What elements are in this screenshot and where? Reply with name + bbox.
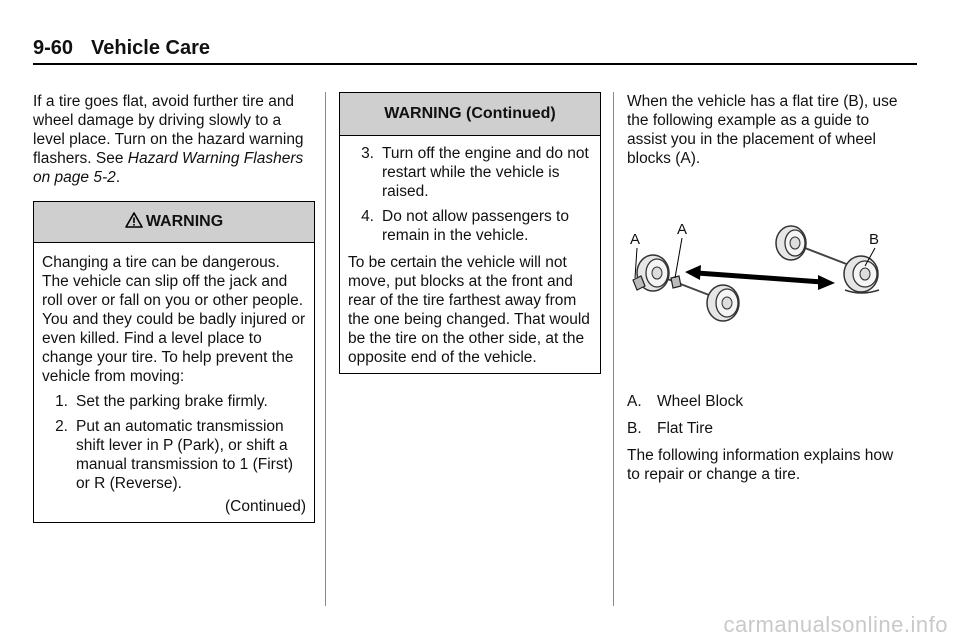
column-separator [325, 92, 326, 606]
figure-outro: The following information explains how to repair or change a tire. [627, 447, 894, 483]
warning-text: Changing a tire can be dangerous. The vehicle can slip off the jack and roll over or fall on you or other people. You and they could be badly injured or even killed. Find a level place to change your tire. To help prevent the vehicle from moving: [42, 254, 306, 385]
chapter-title: Vehicle Care [91, 37, 210, 59]
wheel-icon [707, 285, 739, 321]
column-3 [627, 92, 899, 484]
page-number: 9-60 [33, 37, 74, 59]
column-1 [33, 92, 315, 523]
list-item: 4. Do not allow passengers to remain in the vehicle. [361, 208, 569, 244]
column-separator [613, 92, 614, 606]
figure-captions [627, 392, 899, 438]
warning-triangle-icon [125, 204, 143, 244]
caption-item: B. Flat Tire [627, 420, 713, 437]
column-2 [339, 92, 601, 374]
flat-tire-icon [844, 256, 879, 293]
figure-label-a: A [630, 231, 641, 248]
warning-text: To be certain the vehicle will not move, put blocks at the front and rear of the tire farthest away from the one being changed. That would be the tire on the other side, at the opposite end of the vehicle. [348, 254, 590, 366]
warning-box-continued [339, 92, 601, 374]
page-header [33, 36, 915, 60]
wheel-block-figure [627, 218, 899, 378]
watermark: carmanualsonline.info [723, 612, 948, 637]
continued-label: (Continued) [225, 498, 306, 515]
wheel-icon [776, 226, 806, 260]
warning-body [340, 136, 600, 373]
figure-label-a: A [677, 221, 688, 238]
warning-box [33, 201, 315, 523]
double-arrow-icon [685, 265, 835, 290]
warning-body [34, 243, 314, 522]
wheel-block-diagram [627, 218, 899, 378]
cross-reference-link[interactable]: Hazard Warning Flashers on page 5-2 [33, 150, 304, 186]
warning-title: WARNING [145, 213, 224, 230]
list-item: 1. Set the parking brake firmly. [55, 393, 268, 410]
warning-header [34, 202, 314, 243]
warning-header: WARNING (Continued) [340, 93, 600, 136]
list-item: 3. Turn off the engine and do not restart while the vehicle is raised. [361, 145, 589, 200]
list-item: 2. Put an automatic transmission shift lever in P (Park), or shift a manual transmission to 1 (First) or R (Reverse). [55, 418, 294, 492]
header-rule [33, 63, 917, 65]
caption-item: A. Wheel Block [627, 393, 744, 410]
figure-label-b: B [869, 231, 880, 248]
figure-intro: When the vehicle has a flat tire (B), use the following example as a guide to assist you in the placement of wheel blocks (A). [627, 93, 898, 167]
intro-paragraph: If a tire goes flat, avoid further tire and wheel damage by driving slowly to a level place. Turn on the hazard warning flashers. See Hazard Warning Flashers on page 5-2. [33, 93, 304, 186]
